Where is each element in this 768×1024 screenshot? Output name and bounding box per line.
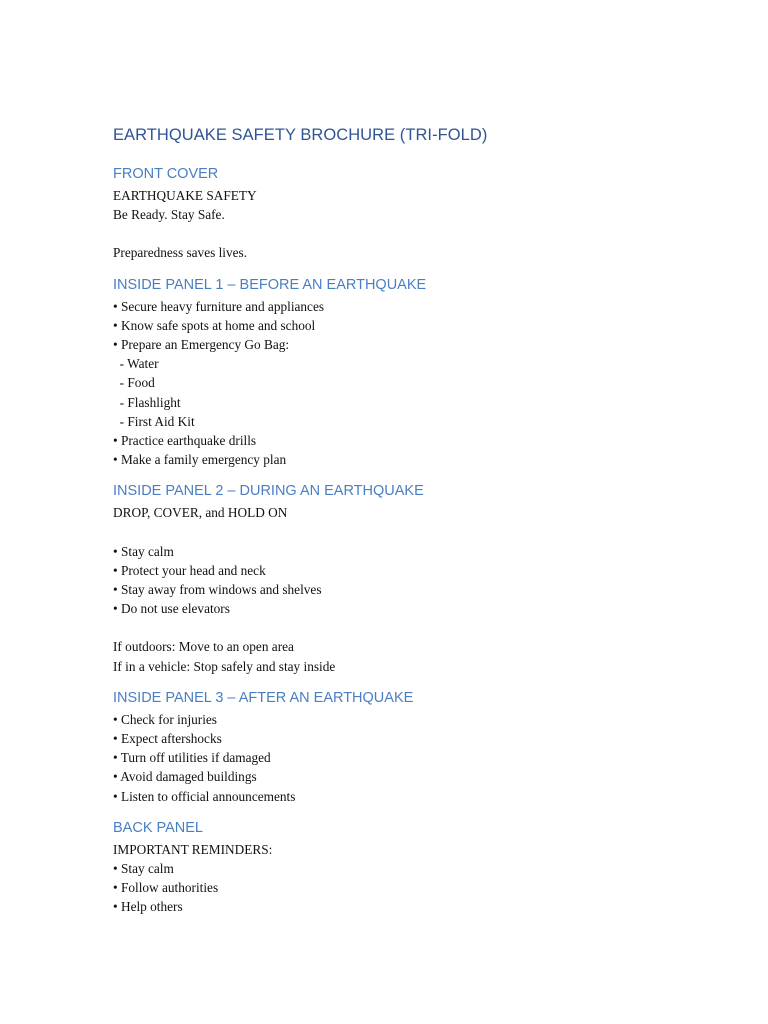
section-back-panel [113,818,768,917]
list-item: • Listen to official announcements [113,788,296,804]
list-item: • Stay away from windows and shelves [113,582,322,598]
blank-line [113,224,768,243]
body-line: Preparedness saves lives. [113,245,248,261]
list-item: • Stay calm [113,861,174,877]
list-item: • Practice earthquake drills [113,433,257,449]
section-heading: BACK PANEL [113,819,203,836]
list-item: • Turn off utilities if damaged [113,750,271,766]
section-panel-2 [113,481,768,675]
section-panel-1 [113,275,768,470]
list-item: • Protect your head and neck [113,562,266,578]
blank-line [113,523,768,542]
section-panel-3 [113,688,768,806]
section-heading: INSIDE PANEL 3 – AFTER AN EARTHQUAKE [113,689,414,706]
sub-list-item: - Flashlight [113,394,181,410]
list-item: • Help others [113,899,183,915]
section-heading: FRONT COVER [113,166,219,182]
section-heading: INSIDE PANEL 1 – BEFORE AN EARTHQUAKE [113,276,427,293]
body-line: EARTHQUAKE SAFETY [113,188,257,203]
body-line: DROP, COVER, and HOLD ON [113,505,288,521]
list-item: • Secure heavy furniture and appliances [113,298,325,314]
list-item: • Know safe spots at home and school [113,317,316,333]
sub-list-item: - Water [113,356,159,372]
blank-line [113,618,768,637]
body-line: Be Ready. Stay Safe. [113,207,225,223]
list-item: • Stay calm [113,543,174,559]
section-front-cover [113,164,768,263]
sub-list-item: - Food [113,375,155,391]
list-item: • Avoid damaged buildings [113,769,257,785]
document-title: EARTHQUAKE SAFETY BROCHURE (TRI-FOLD) [113,126,488,144]
list-item: • Follow authorities [113,880,219,896]
list-item: • Do not use elevators [113,601,230,617]
sub-list-item: - First Aid Kit [113,413,195,429]
list-item: • Expect aftershocks [113,731,222,747]
list-item: • Make a family emergency plan [113,452,287,468]
body-line: IMPORTANT REMINDERS: [113,841,273,857]
list-item: • Check for injuries [113,711,217,727]
list-item: • Prepare an Emergency Go Bag: [113,337,290,353]
section-heading: INSIDE PANEL 2 – DURING AN EARTHQUAKE [113,483,424,500]
body-line: If in a vehicle: Stop safely and stay inside [113,658,336,674]
body-line: If outdoors: Move to an open area [113,639,294,655]
